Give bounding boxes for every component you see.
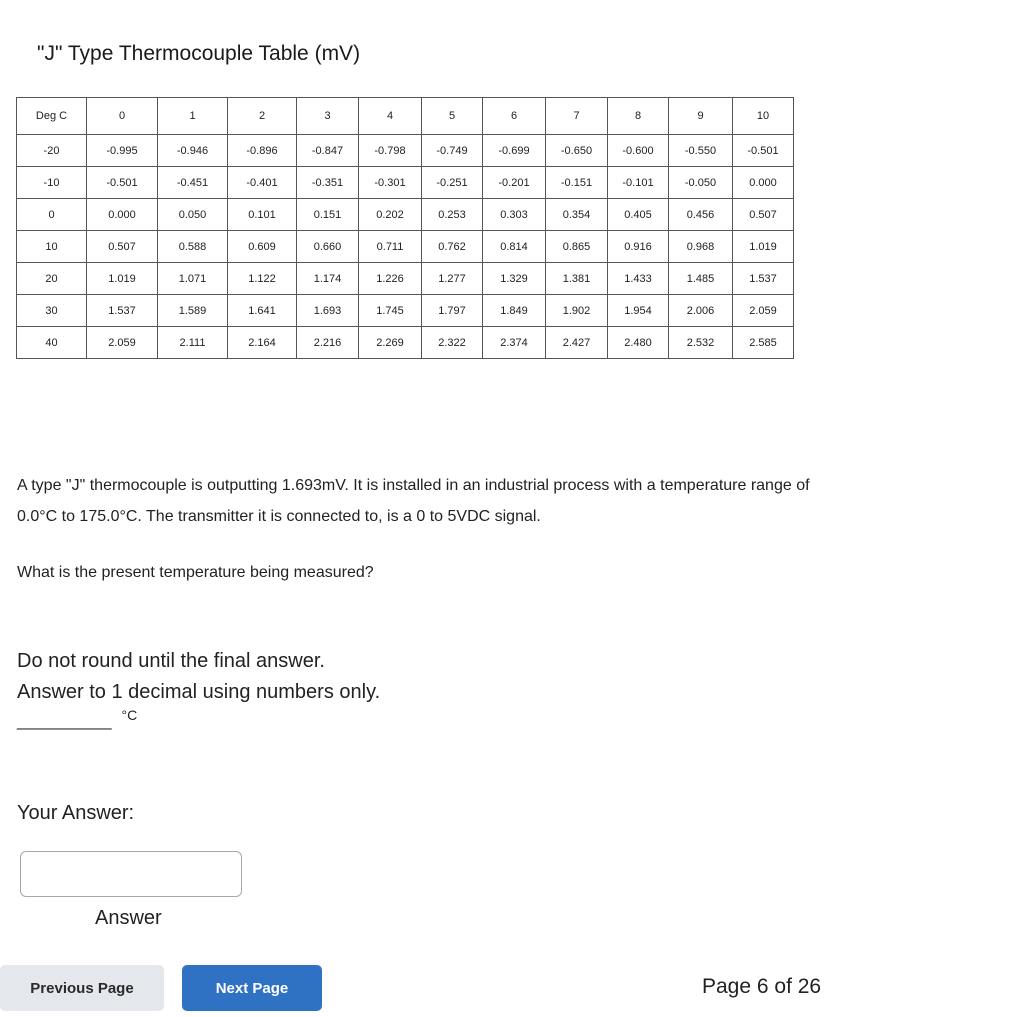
- table-cell: 2.322: [422, 327, 483, 359]
- table-cell: -0.749: [422, 135, 483, 167]
- table-header-cell: 0: [87, 98, 158, 135]
- table-cell: -0.995: [87, 135, 158, 167]
- instruction-format: Answer to 1 decimal using numbers only.: [17, 681, 381, 703]
- table-cell: 2.006: [669, 295, 733, 327]
- table-cell: 2.059: [733, 295, 794, 327]
- table-row: [17, 199, 794, 231]
- table-cell: 0.916: [608, 231, 669, 263]
- answer-blank: [17, 707, 138, 731]
- table-cell: 1.122: [228, 263, 297, 295]
- page-indicator: Page 6 of 26: [702, 975, 822, 998]
- table-cell: 1.277: [422, 263, 483, 295]
- table-cell: -0.699: [483, 135, 546, 167]
- table-cell: 1.745: [359, 295, 422, 327]
- table-cell: 1.019: [87, 263, 158, 295]
- table-row: [17, 295, 794, 327]
- table-cell: 0.050: [158, 199, 228, 231]
- table-cell: -0.451: [158, 167, 228, 199]
- table-cell: -0.847: [297, 135, 359, 167]
- table-row: [17, 263, 794, 295]
- table-cell: 1.433: [608, 263, 669, 295]
- table-cell: -0.151: [546, 167, 608, 199]
- table-cell: 0.354: [546, 199, 608, 231]
- table-cell: -0.201: [483, 167, 546, 199]
- table-header-cell: 6: [483, 98, 546, 135]
- table-cell: -0.401: [228, 167, 297, 199]
- table-cell: 1.019: [733, 231, 794, 263]
- table-cell: 2.480: [608, 327, 669, 359]
- table-cell: 0.507: [733, 199, 794, 231]
- table-cell: 2.585: [733, 327, 794, 359]
- table-cell: 0.456: [669, 199, 733, 231]
- table-header-cell: 2: [228, 98, 297, 135]
- instruction-rounding: Do not round until the final answer.: [17, 650, 325, 672]
- table-row: [17, 167, 794, 199]
- table-cell: 1.537: [87, 295, 158, 327]
- table-cell: -0.501: [733, 135, 794, 167]
- table-cell: 1.174: [297, 263, 359, 295]
- table-title: "J" Type Thermocouple Table (mV): [37, 42, 361, 65]
- answer-caption: Answer: [95, 907, 162, 929]
- table-row-label: 0: [17, 199, 87, 231]
- table-header-cell: 4: [359, 98, 422, 135]
- table-cell: 0.000: [87, 199, 158, 231]
- your-answer-label: Your Answer:: [17, 802, 135, 824]
- table-cell: -0.798: [359, 135, 422, 167]
- table-header-cell: 1: [158, 98, 228, 135]
- table-cell: 1.381: [546, 263, 608, 295]
- table-row: [17, 327, 794, 359]
- table-cell: -0.650: [546, 135, 608, 167]
- table-cell: 0.660: [297, 231, 359, 263]
- table-row-label: -10: [17, 167, 87, 199]
- table-cell: 1.537: [733, 263, 794, 295]
- table-cell: 0.609: [228, 231, 297, 263]
- table-cell: 2.111: [158, 327, 228, 359]
- table-header-cell: Deg C: [17, 98, 87, 135]
- table-cell: 1.797: [422, 295, 483, 327]
- table-cell: 1.849: [483, 295, 546, 327]
- table-cell: 0.762: [422, 231, 483, 263]
- thermocouple-table: [16, 97, 794, 359]
- table-cell: 2.269: [359, 327, 422, 359]
- question-prompt: What is the present temperature being measured?: [17, 564, 374, 581]
- table-cell: 0.865: [546, 231, 608, 263]
- table-cell: -0.351: [297, 167, 359, 199]
- table-header-cell: 5: [422, 98, 483, 135]
- question-text: A type "J" thermocouple is outputting 1.693mV. It is installed in an industrial process with a temperature range of 0.0°C to 175.0°C. The transmitter it is connected to, is a 0 to 5VDC signal.: [17, 477, 810, 525]
- table-cell: 0.202: [359, 199, 422, 231]
- table-row-label: -20: [17, 135, 87, 167]
- table-row-label: 30: [17, 295, 87, 327]
- table-cell: 2.164: [228, 327, 297, 359]
- table-cell: -0.600: [608, 135, 669, 167]
- table-cell: 1.641: [228, 295, 297, 327]
- table-header-cell: 10: [733, 98, 794, 135]
- table-cell: 0.588: [158, 231, 228, 263]
- table-cell: 0.101: [228, 199, 297, 231]
- table-cell: -0.301: [359, 167, 422, 199]
- table-cell: 0.814: [483, 231, 546, 263]
- table-cell: 1.954: [608, 295, 669, 327]
- table-row-label: 40: [17, 327, 87, 359]
- table-cell: 0.968: [669, 231, 733, 263]
- table-cell: 1.902: [546, 295, 608, 327]
- answer-input[interactable]: [20, 851, 242, 897]
- table-cell: -0.050: [669, 167, 733, 199]
- table-cell: 1.226: [359, 263, 422, 295]
- next-page-button[interactable]: Next Page: [182, 965, 322, 1011]
- table-cell: 2.216: [297, 327, 359, 359]
- previous-page-button[interactable]: Previous Page: [0, 965, 164, 1011]
- table-cell: 0.151: [297, 199, 359, 231]
- table-cell: -0.896: [228, 135, 297, 167]
- table-cell: 2.374: [483, 327, 546, 359]
- table-header-cell: 8: [608, 98, 669, 135]
- table-cell: 0.507: [87, 231, 158, 263]
- table-cell: -0.101: [608, 167, 669, 199]
- unit-label: °C: [121, 707, 138, 723]
- table-cell: -0.550: [669, 135, 733, 167]
- table-cell: 1.329: [483, 263, 546, 295]
- table-cell: 1.589: [158, 295, 228, 327]
- table-row: [17, 231, 794, 263]
- table-cell: 2.532: [669, 327, 733, 359]
- table-cell: 0.000: [733, 167, 794, 199]
- table-cell: 0.405: [608, 199, 669, 231]
- table-cell: 2.059: [87, 327, 158, 359]
- table-header-cell: 7: [546, 98, 608, 135]
- table-header-cell: 3: [297, 98, 359, 135]
- answer-instructions: [17, 646, 380, 708]
- table-cell: 1.071: [158, 263, 228, 295]
- table-cell: -0.946: [158, 135, 228, 167]
- table-row: [17, 135, 794, 167]
- table-row-label: 20: [17, 263, 87, 295]
- table-cell: -0.501: [87, 167, 158, 199]
- table-cell: 1.693: [297, 295, 359, 327]
- table-row-label: 10: [17, 231, 87, 263]
- blank-underline: __________: [17, 711, 112, 730]
- table-header-row: [17, 98, 794, 135]
- table-cell: 0.253: [422, 199, 483, 231]
- table-header-cell: 9: [669, 98, 733, 135]
- table-cell: 2.427: [546, 327, 608, 359]
- table-cell: 1.485: [669, 263, 733, 295]
- table-cell: -0.251: [422, 167, 483, 199]
- table-cell: 0.711: [359, 231, 422, 263]
- table-cell: 0.303: [483, 199, 546, 231]
